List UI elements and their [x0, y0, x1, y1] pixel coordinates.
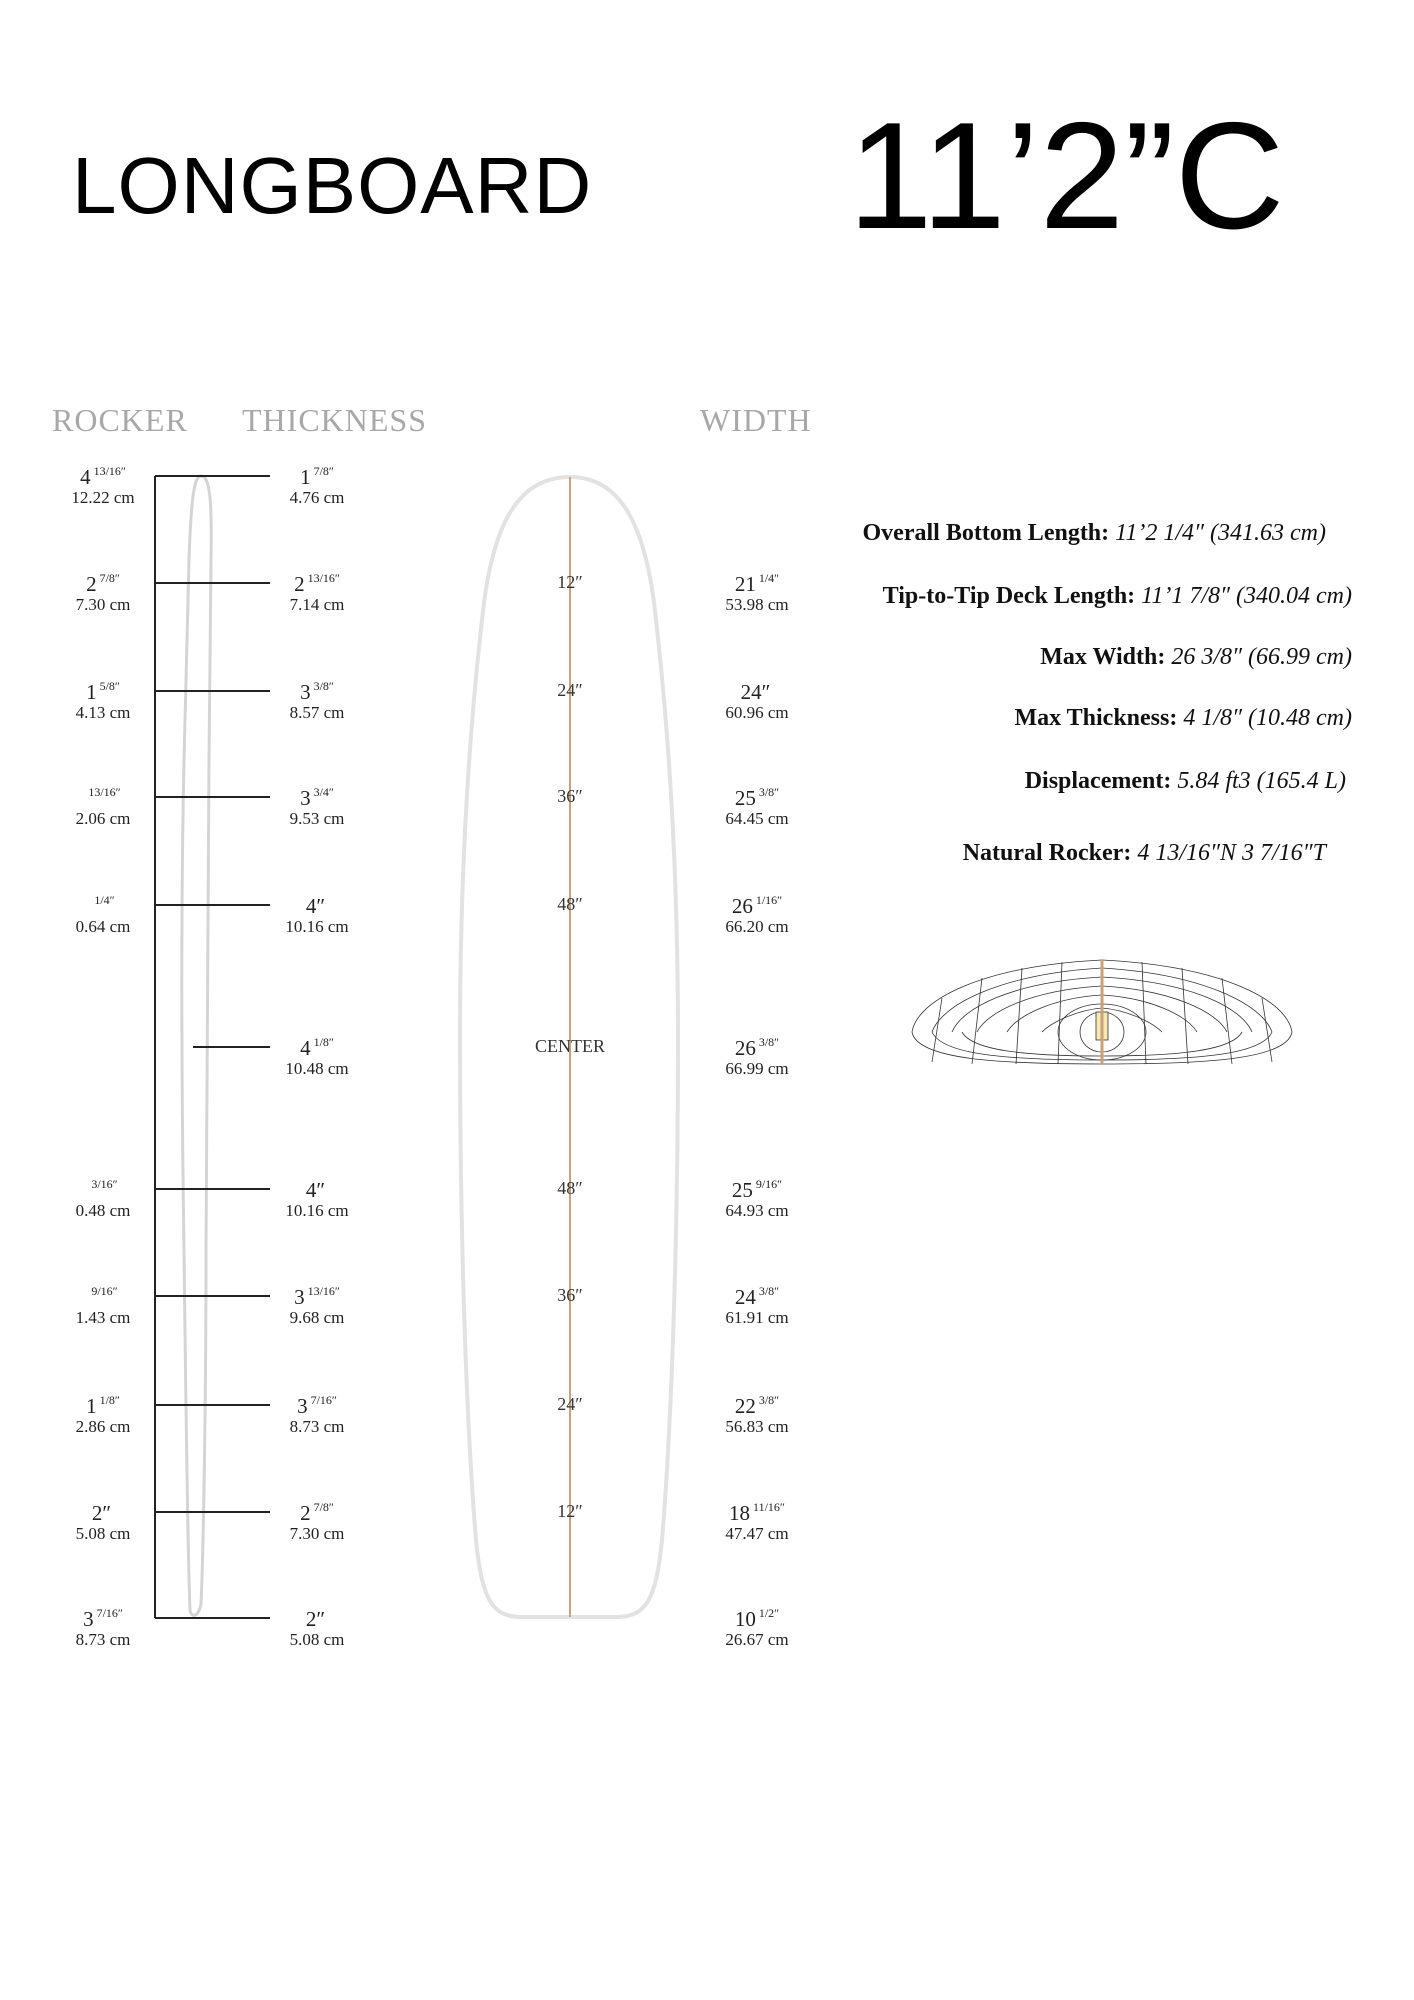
- width-heading: WIDTH: [700, 402, 812, 438]
- thick-inches: [252, 1031, 382, 1059]
- thick-measurement: [252, 1602, 382, 1649]
- spec-row: [963, 840, 1326, 867]
- width-inches: [692, 889, 822, 917]
- thick-inches-whole: 3: [300, 680, 311, 704]
- thick-inches-whole: 4″: [305, 1178, 326, 1202]
- station-distance-label: 48″: [557, 1178, 583, 1198]
- width-centimeters: 66.99 cm: [725, 1059, 789, 1078]
- rocker-measurement: [38, 1389, 168, 1436]
- width-inches-whole: 25: [734, 786, 756, 810]
- rocker-inches-fraction: 3/16″: [91, 1177, 118, 1191]
- spec-value: 11’2 1/4″ (341.63 cm): [1109, 520, 1326, 546]
- rocker-measurement: [38, 889, 168, 936]
- thick-centimeters: 10.16 cm: [285, 917, 349, 936]
- station-distance-label: 24″: [557, 680, 583, 700]
- spec-key: Displacement:: [1024, 768, 1172, 794]
- thick-measurement: [252, 567, 382, 614]
- spec-key: Max Width:: [1040, 644, 1166, 670]
- thick-centimeters: 9.53 cm: [289, 809, 345, 828]
- thick-centimeters: 8.57 cm: [289, 703, 345, 722]
- rocker-measurement: [38, 1280, 168, 1327]
- width-inches-whole: 24: [734, 1285, 756, 1309]
- spec-row: [883, 583, 1352, 610]
- rocker-inches-whole: 3: [83, 1607, 94, 1631]
- width-measurement: [692, 567, 822, 614]
- thick-inches: [252, 1602, 382, 1630]
- thick-measurement: [252, 781, 382, 828]
- spec-value: 5.84 ft3 (165.4 L): [1171, 768, 1346, 794]
- thick-measurement: [252, 1031, 382, 1078]
- rocker-centimeters: 5.08 cm: [75, 1524, 131, 1543]
- width-inches-whole: 21: [734, 572, 756, 596]
- rocker-centimeters: 4.13 cm: [75, 703, 131, 722]
- width-centimeters: 61.91 cm: [725, 1308, 789, 1327]
- station-distance-label: CENTER: [535, 1036, 605, 1056]
- thick-measurement: [252, 460, 382, 507]
- spec-key: Tip-to-Tip Deck Length:: [882, 583, 1136, 609]
- width-measurement: [692, 1389, 822, 1436]
- width-inches-whole: 26: [731, 894, 753, 918]
- rocker-inches: [38, 1280, 168, 1308]
- width-inches-fraction: 1/2″: [758, 1606, 780, 1620]
- thick-centimeters: 7.30 cm: [289, 1524, 345, 1543]
- rocker-inches: [38, 889, 168, 917]
- thick-inches-fraction: 13/16″: [307, 1284, 340, 1298]
- rocker-inches-whole: 4: [80, 465, 91, 489]
- spec-value: 4 13/16″N 3 7/16″T: [1131, 840, 1326, 866]
- rocker-inches: [38, 1389, 168, 1417]
- rocker-centimeters: 0.48 cm: [75, 1201, 131, 1220]
- thick-centimeters: 10.16 cm: [285, 1201, 349, 1220]
- rocker-inches-fraction: 1/4″: [94, 893, 115, 907]
- station-distance-label: 36″: [557, 786, 583, 806]
- width-inches-whole: 26: [734, 1036, 756, 1060]
- rocker-measurement: [38, 460, 168, 507]
- width-centimeters: 56.83 cm: [725, 1417, 789, 1436]
- width-inches-whole: 10: [734, 1607, 756, 1631]
- width-inches: [692, 781, 822, 809]
- width-centimeters: 60.96 cm: [725, 703, 789, 722]
- thick-measurement: [252, 1280, 382, 1327]
- rocker-inches-whole: 1: [86, 680, 97, 704]
- spec-row: [1040, 644, 1352, 671]
- rocker-inches-whole: 2″: [91, 1501, 112, 1525]
- rocker-inches: [38, 781, 168, 809]
- rocker-centimeters: 8.73 cm: [75, 1630, 131, 1649]
- rocker-centimeters: 0.64 cm: [75, 917, 131, 936]
- station-distance-label: 24″: [557, 1394, 583, 1414]
- rocker-inches-fraction: 7/8″: [99, 571, 120, 585]
- rocker-inches: [38, 1173, 168, 1201]
- width-inches-fraction: 1/4″: [758, 571, 780, 585]
- rocker-profile: [182, 476, 211, 1615]
- thick-inches: [252, 1496, 382, 1524]
- width-inches: [692, 675, 822, 703]
- width-measurement: [692, 1602, 822, 1649]
- station-distance-label: 36″: [557, 1285, 583, 1305]
- thick-inches-whole: 2: [300, 1501, 311, 1525]
- thick-inches: [252, 781, 382, 809]
- width-inches: [692, 1173, 822, 1201]
- width-inches: [692, 1389, 822, 1417]
- width-centimeters: 64.93 cm: [725, 1201, 789, 1220]
- station-distance-label: 12″: [557, 572, 583, 592]
- thick-inches-whole: 1: [300, 465, 311, 489]
- rocker-inches: [38, 1496, 168, 1524]
- spec-row: [863, 520, 1326, 547]
- width-inches: [692, 1602, 822, 1630]
- rocker-measurement: [38, 1496, 168, 1543]
- thick-inches: [252, 1389, 382, 1417]
- thick-inches-whole: 2″: [305, 1607, 326, 1631]
- rocker-centimeters: 2.06 cm: [75, 809, 131, 828]
- rocker-inches-fraction: 13/16″: [88, 785, 121, 799]
- thick-inches-whole: 3: [297, 1394, 308, 1418]
- width-inches-fraction: 11/16″: [753, 1500, 785, 1514]
- width-measurement: [692, 889, 822, 936]
- board-model-title: 11’2”C: [848, 91, 1285, 261]
- width-inches: [692, 567, 822, 595]
- width-centimeters: 64.45 cm: [725, 809, 789, 828]
- rocker-inches-whole: 2: [86, 572, 97, 596]
- thick-inches-whole: 3: [300, 786, 311, 810]
- width-inches-whole: 18: [729, 1501, 751, 1525]
- thick-inches: [252, 889, 382, 917]
- width-inches-fraction: 1/16″: [755, 893, 783, 907]
- thick-inches-fraction: 3/8″: [313, 679, 334, 693]
- width-measurement: [692, 675, 822, 722]
- spec-value: 11’1 7/8″ (340.04 cm): [1135, 583, 1352, 609]
- tail-cross-section-icon: [912, 960, 1292, 1064]
- width-inches-fraction: 3/8″: [758, 1035, 780, 1049]
- width-inches-whole: 24″: [740, 680, 771, 704]
- rocker-inches: [38, 567, 168, 595]
- width-centimeters: 53.98 cm: [725, 595, 789, 614]
- width-measurement: [692, 1031, 822, 1078]
- thick-centimeters: 4.76 cm: [289, 488, 345, 507]
- board-type-title: LONGBOARD: [72, 141, 593, 230]
- rocker-inches-fraction: 1/8″: [99, 1393, 120, 1407]
- width-inches-fraction: 3/8″: [758, 1393, 780, 1407]
- rocker-inches-whole: 1: [86, 1394, 97, 1418]
- width-inches: [692, 1280, 822, 1308]
- width-inches: [692, 1496, 822, 1524]
- rocker-inches-fraction: 5/8″: [99, 679, 120, 693]
- thick-centimeters: 5.08 cm: [289, 1630, 345, 1649]
- thick-centimeters: 8.73 cm: [289, 1417, 345, 1436]
- width-measurement: [692, 781, 822, 828]
- rocker-inches: [38, 675, 168, 703]
- thick-inches: [252, 1280, 382, 1308]
- thick-inches: [252, 460, 382, 488]
- thick-centimeters: 9.68 cm: [289, 1308, 345, 1327]
- rocker-measurement: [38, 781, 168, 828]
- rocker-measurement: [38, 567, 168, 614]
- width-centimeters: 47.47 cm: [725, 1524, 789, 1543]
- spec-row: [1014, 705, 1352, 732]
- spec-value: 4 1/8″ (10.48 cm): [1177, 705, 1352, 731]
- spec-key: Natural Rocker:: [962, 840, 1132, 866]
- rocker-measurement: [38, 1602, 168, 1649]
- thickness-heading: THICKNESS: [242, 402, 428, 438]
- rocker-inches-fraction: 13/16″: [93, 464, 126, 478]
- thick-inches: [252, 567, 382, 595]
- thick-inches-fraction: 1/8″: [313, 1035, 334, 1049]
- width-centimeters: 66.20 cm: [725, 917, 789, 936]
- width-measurement: [692, 1496, 822, 1543]
- thick-inches-whole: 2: [294, 572, 305, 596]
- rocker-centimeters: 1.43 cm: [75, 1308, 131, 1327]
- rocker-measurement: [38, 1173, 168, 1220]
- width-measurement: [692, 1173, 822, 1220]
- thick-inches-fraction: 13/16″: [307, 571, 340, 585]
- station-distance-label: 48″: [557, 894, 583, 914]
- thick-measurement: [252, 1389, 382, 1436]
- width-inches-fraction: 3/8″: [758, 1284, 780, 1298]
- thick-inches: [252, 675, 382, 703]
- thick-centimeters: 10.48 cm: [285, 1059, 349, 1078]
- spec-key: Max Thickness:: [1014, 705, 1178, 731]
- thick-measurement: [252, 1173, 382, 1220]
- rocker-inches-fraction: 7/16″: [96, 1606, 123, 1620]
- thick-inches-fraction: 7/16″: [310, 1393, 337, 1407]
- width-measurement: [692, 1280, 822, 1327]
- width-inches: [692, 1031, 822, 1059]
- rocker-inches: [38, 1602, 168, 1630]
- rocker-inches: [38, 460, 168, 488]
- thick-measurement: [252, 889, 382, 936]
- width-inches-whole: 25: [731, 1178, 753, 1202]
- spec-key: Overall Bottom Length:: [862, 520, 1110, 546]
- thick-inches-fraction: 3/4″: [313, 785, 334, 799]
- thick-measurement: [252, 1496, 382, 1543]
- thick-inches: [252, 1173, 382, 1201]
- rocker-measurement: [38, 675, 168, 722]
- rocker-centimeters: 12.22 cm: [71, 488, 135, 507]
- thick-inches-whole: 4″: [305, 894, 326, 918]
- thick-inches-whole: 3: [294, 1285, 305, 1309]
- rocker-heading: ROCKER: [52, 402, 188, 438]
- width-inches-fraction: 9/16″: [755, 1177, 783, 1191]
- thick-inches-fraction: 7/8″: [313, 1500, 334, 1514]
- spec-row: [1025, 768, 1346, 795]
- rocker-centimeters: 2.86 cm: [75, 1417, 131, 1436]
- spec-value: 26 3/8″ (66.99 cm): [1165, 644, 1352, 670]
- thick-measurement: [252, 675, 382, 722]
- station-distance-label: 12″: [557, 1501, 583, 1521]
- rocker-inches-fraction: 9/16″: [91, 1284, 118, 1298]
- width-centimeters: 26.67 cm: [725, 1630, 789, 1649]
- rocker-centimeters: 7.30 cm: [75, 595, 131, 614]
- thick-inches-whole: 4: [300, 1036, 311, 1060]
- thick-centimeters: 7.14 cm: [289, 595, 345, 614]
- thick-inches-fraction: 7/8″: [313, 464, 334, 478]
- width-inches-fraction: 3/8″: [758, 785, 780, 799]
- width-inches-whole: 22: [734, 1394, 756, 1418]
